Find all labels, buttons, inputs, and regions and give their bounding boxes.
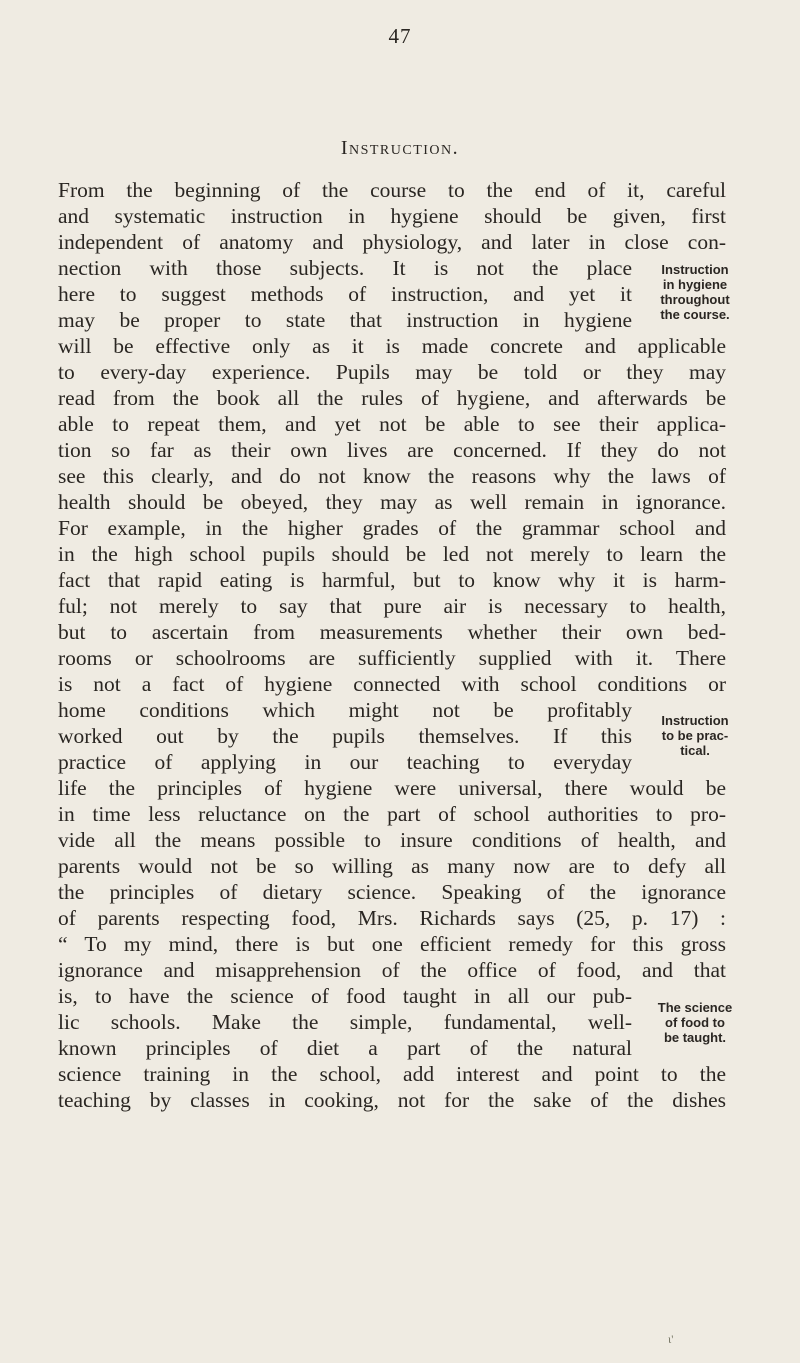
text-line: read from the book all the rules of hygiene, and afterwards be: [58, 386, 726, 410]
text-line: known principles of diet a part of the natural: [58, 1036, 632, 1060]
text-line: parents would not be so willing as many now are to defy all: [58, 854, 726, 878]
side-note-line: Instruction: [661, 713, 729, 728]
text-line: and systematic instruction in hygiene should be given, first: [58, 204, 726, 228]
side-note-line: of food to: [665, 1015, 725, 1030]
text-line: may be proper to state that instruction in hygiene: [58, 308, 632, 332]
text-line: home conditions which might not be profitably: [58, 698, 632, 722]
text-line: life the principles of hygiene were universal, there would be: [58, 776, 726, 800]
section-heading: Instruction.: [340, 137, 460, 159]
text-line: health should be obeyed, they may as well remain in ignorance.: [58, 490, 726, 514]
text-line: ful; not merely to say that pure air is necessary to health,: [58, 594, 726, 618]
side-note-line: in hygiene: [662, 277, 728, 292]
side-note-instruction-throughout: [640, 262, 750, 322]
page-number: 47: [388, 24, 412, 48]
text-line: vide all the means possible to insure conditions of health, and: [58, 828, 726, 852]
side-note-line: be taught.: [663, 1030, 727, 1045]
text-line: lic schools. Make the simple, fundamental, well-: [58, 1010, 632, 1034]
text-line: ignorance and misapprehension of the office of food, and that: [58, 958, 726, 982]
text-line: teaching by classes in cooking, not for the sake of the dishes: [58, 1088, 726, 1112]
text-line: From the beginning of the course to the end of it, careful: [58, 178, 726, 202]
text-line: science training in the school, add interest and point to the: [58, 1062, 726, 1086]
text-line: rooms or schoolrooms are sufficiently supplied with it. There: [58, 646, 726, 670]
side-note-line: The science: [657, 1000, 733, 1015]
text-line: independent of anatomy and physiology, and later in close con-: [58, 230, 726, 254]
side-note-line: to be prac-: [661, 728, 729, 743]
side-note-line: the course.: [660, 307, 730, 322]
text-line: see this clearly, and do not know the reasons why the laws of: [58, 464, 726, 488]
text-line: will be effective only as it is made concrete and applicable: [58, 334, 726, 358]
text-line: tion so far as their own lives are concerned. If they do not: [58, 438, 726, 462]
text-line: of parents respecting food, Mrs. Richards says (25, p. 17) :: [58, 906, 726, 930]
text-line: is not a fact of hygiene connected with school conditions or: [58, 672, 726, 696]
side-note-line: tical.: [680, 743, 710, 758]
text-line: to every-day experience. Pupils may be told or they may: [58, 360, 726, 384]
text-line: in time less reluctance on the part of school authorities to pro-: [58, 802, 726, 826]
text-line: but to ascertain from measurements whether their own bed-: [58, 620, 726, 644]
side-note-instruction-practical: [640, 713, 750, 758]
text-line: here to suggest methods of instruction, and yet it: [58, 282, 632, 306]
text-line: the principles of dietary science. Speaking of the ignorance: [58, 880, 726, 904]
side-note-science-of-food: [640, 1000, 750, 1045]
text-line: worked out by the pupils themselves. If this: [58, 724, 632, 748]
print-speck: ι': [668, 1332, 674, 1346]
text-line: fact that rapid eating is harmful, but to know why it is harm-: [58, 568, 726, 592]
text-line: For example, in the higher grades of the grammar school and: [58, 516, 726, 540]
side-note-line: throughout: [660, 292, 730, 307]
text-line: is, to have the science of food taught in all our pub-: [58, 984, 632, 1008]
text-line: able to repeat them, and yet not be able to see their applica-: [58, 412, 726, 436]
text-line: nection with those subjects. It is not the place: [58, 256, 632, 280]
side-note-line: Instruction: [661, 262, 729, 277]
text-line: “ To my mind, there is but one efficient remedy for this gross: [58, 932, 726, 956]
text-line: practice of applying in our teaching to everyday: [58, 750, 632, 774]
text-line: in the high school pupils should be led not merely to learn the: [58, 542, 726, 566]
